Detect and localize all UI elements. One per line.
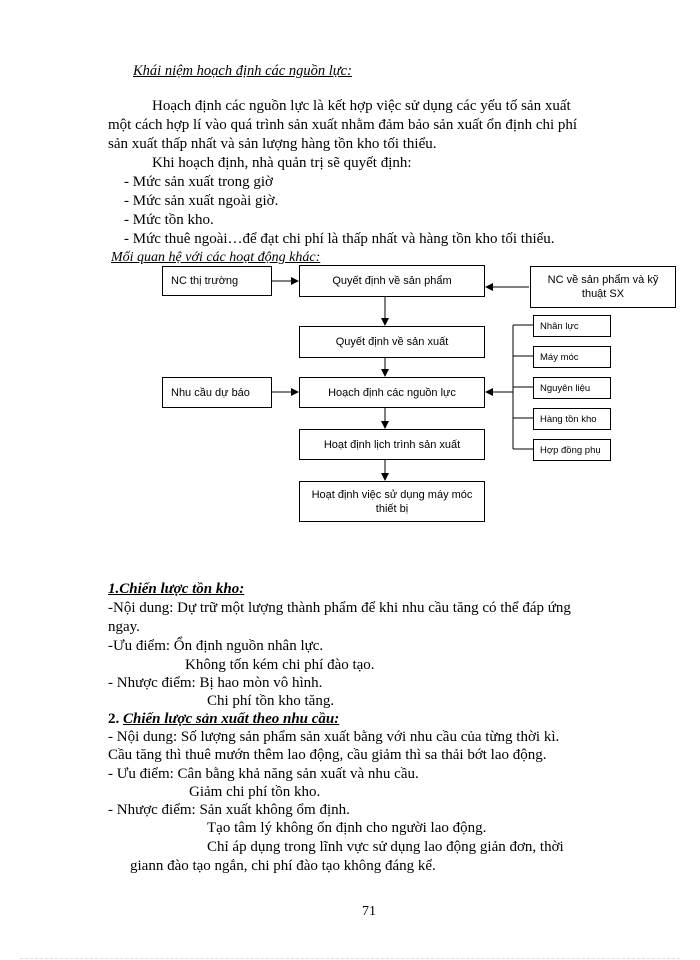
page-bottom-divider — [20, 958, 680, 959]
strategy1-disadvantage: Chi phí tồn kho tăng. — [207, 693, 335, 709]
strategy2-title — [108, 710, 339, 729]
strategy1-content: ngay. — [108, 619, 140, 635]
strategy1-content: -Nội dung: Dự trữ một lượng thành phẩm để khi nhu cầu tăng có thể đáp ứng — [108, 600, 571, 616]
resource-subcontract: Hợp đồng phụ — [533, 439, 611, 461]
page-number: 71 — [362, 904, 376, 919]
resource-labor: Nhân lực — [533, 315, 611, 337]
resource-machinery: Máy móc — [533, 346, 611, 368]
box-machine-usage: Hoạt định việc sử dụng máy móc thiết bị — [299, 481, 485, 522]
strategy1-disadvantage: - Nhược điểm: Bị hao mòn vô hình. — [108, 675, 323, 691]
strategy1-advantage: Không tốn kém chi phí đào tạo. — [185, 657, 375, 673]
section-heading-concept: Khái niệm hoạch định các nguồn lực: — [133, 63, 352, 79]
strategy2-disadvantage: Tạo tâm lý không ổn định cho người lao động. — [207, 820, 487, 836]
strategy2-advantage: - Ưu điểm: Cân bằng khả năng sản xuất và nhu cầu. — [108, 766, 419, 782]
strategy1-advantage: -Ưu điểm: Ổn định nguồn nhân lực. — [108, 638, 324, 654]
bullet-item: - Mức thuê ngoài…để đạt chi phí là thấp nhất và hàng tồn kho tối thiểu. — [124, 231, 555, 247]
bullet-item: - Mức sản xuất trong giờ — [124, 174, 273, 190]
strategy2-title-text: Chiến lược sản xuất theo nhu cầu: — [123, 711, 340, 727]
paragraph-line: Hoạch định các nguồn lực là kết hợp việc sử dụng các yếu tố sản xuất — [152, 98, 571, 114]
strategy2-advantage: Giảm chi phí tồn kho. — [189, 784, 321, 800]
box-demand-forecast: Nhu cầu dự báo — [162, 377, 272, 408]
paragraph-line: sản xuất thấp nhất và sản lượng hàng tồn kho tối thiểu. — [108, 136, 437, 152]
box-resource-planning: Hoạch định các nguồn lực — [299, 377, 485, 408]
bullet-item: - Mức sản xuất ngoài giờ. — [124, 193, 279, 209]
paragraph-line: Khi hoạch định, nhà quản trị sẽ quyết định: — [152, 155, 412, 171]
resource-inventory: Hàng tồn kho — [533, 408, 611, 430]
box-product-tech-research: NC về sản phẩm và kỹ thuật SX — [530, 266, 676, 308]
box-market-research: NC thị trường — [162, 266, 272, 296]
strategy2-number: 2. — [108, 711, 120, 727]
strategy1-title: 1.Chiến lược tồn kho: — [108, 581, 245, 597]
box-product-decision: Quyết định về sản phẩm — [299, 265, 485, 297]
strategy2-note: Chỉ áp dụng trong lĩnh vực sử dụng lao động giản đơn, thời — [207, 839, 564, 855]
section-heading-relations: Mối quan hệ với các hoạt động khác: — [111, 250, 321, 265]
strategy2-disadvantage: - Nhược điểm: Sản xuất không ổm định. — [108, 802, 350, 818]
box-production-schedule: Hoạt định lịch trình sản xuất — [299, 429, 485, 460]
resource-materials: Nguyên liệu — [533, 377, 611, 399]
paragraph-line: một cách hợp lí vào quá trình sản xuất nhằm đảm bảo sản xuất ổn định chi phí — [108, 117, 578, 133]
strategy2-note: giann đào tạo ngắn, chi phí đào tạo không đáng kể. — [130, 858, 436, 874]
bullet-item: - Mức tồn kho. — [124, 212, 214, 228]
box-production-decision: Quyết định về sản xuất — [299, 326, 485, 358]
strategy2-content: - Nội dung: Số lượng sản phẩm sản xuất bằng với nhu cầu của từng thời kì. — [108, 729, 560, 745]
strategy2-content: Cầu tăng thì thuê mướn thêm lao động, cầu giảm thì sa thải bớt lao động. — [108, 747, 547, 763]
